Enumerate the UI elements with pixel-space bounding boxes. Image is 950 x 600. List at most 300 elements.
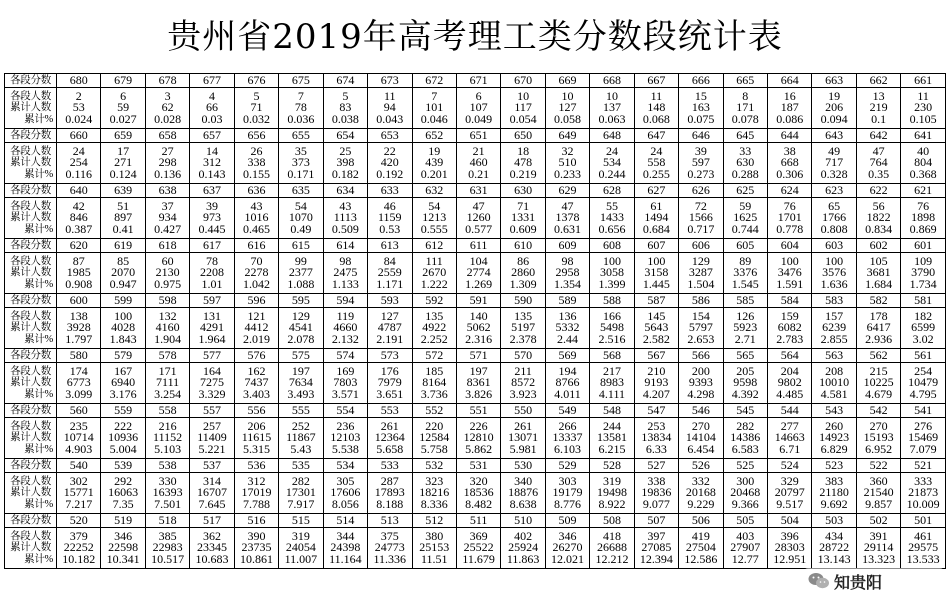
stat-cell bbox=[279, 198, 323, 239]
count-value: 2 bbox=[75, 89, 82, 104]
stat-cell bbox=[190, 363, 234, 404]
score-cell: 659 bbox=[101, 129, 145, 143]
score-cell: 627 bbox=[634, 184, 678, 198]
stat-cell bbox=[679, 308, 723, 349]
cumulative-value: 3376 bbox=[733, 265, 758, 280]
score-cell: 599 bbox=[101, 294, 145, 308]
count-value: 282 bbox=[736, 419, 755, 434]
cumulative-value: 16707 bbox=[197, 485, 228, 500]
cumulative-value: 1822 bbox=[866, 210, 891, 225]
score-cell: 525 bbox=[723, 459, 767, 473]
percent-value: 2.516 bbox=[598, 331, 626, 346]
cumulative-value: 24398 bbox=[330, 540, 361, 555]
percent-value: 11.51 bbox=[420, 551, 448, 566]
cumulative-value: 5797 bbox=[688, 320, 713, 335]
score-distribution-table bbox=[4, 73, 946, 569]
percent-value: 1.445 bbox=[642, 276, 670, 291]
score-cell: 591 bbox=[456, 294, 500, 308]
score-cell: 646 bbox=[679, 129, 723, 143]
stat-cell bbox=[412, 418, 456, 459]
stat-cell bbox=[234, 143, 278, 184]
count-value: 100 bbox=[780, 254, 799, 269]
stat-cell bbox=[145, 473, 189, 514]
percent-label: 累计% bbox=[24, 223, 53, 235]
count-value: 277 bbox=[780, 419, 799, 434]
count-value: 390 bbox=[247, 529, 266, 544]
cumulative-value: 13834 bbox=[641, 430, 672, 445]
count-value: 305 bbox=[336, 474, 355, 489]
cumulative-value: 3287 bbox=[688, 265, 713, 280]
cumulative-value: 10936 bbox=[108, 430, 139, 445]
count-value: 159 bbox=[780, 309, 799, 324]
percent-label: 累计% bbox=[24, 553, 53, 565]
cumulative-value: 24054 bbox=[285, 540, 316, 555]
cumulative-value: 934 bbox=[158, 210, 177, 225]
cumulative-value: 1331 bbox=[511, 210, 536, 225]
score-cell: 618 bbox=[145, 239, 189, 253]
stat-cell bbox=[190, 88, 234, 129]
percent-value: 3.651 bbox=[376, 386, 404, 401]
score-cell: 605 bbox=[723, 239, 767, 253]
stat-cell bbox=[590, 363, 634, 404]
score-cell: 609 bbox=[545, 239, 589, 253]
score-cell: 531 bbox=[456, 459, 500, 473]
score-cell: 587 bbox=[634, 294, 678, 308]
count-value: 19 bbox=[428, 144, 441, 159]
count-value: 244 bbox=[602, 419, 621, 434]
count-value: 17 bbox=[117, 144, 130, 159]
percent-value: 0.306 bbox=[776, 166, 804, 181]
score-cell: 506 bbox=[679, 514, 723, 528]
percent-value: 6.33 bbox=[645, 441, 667, 456]
cumulative-value: 717 bbox=[825, 155, 844, 170]
score-cell: 582 bbox=[856, 294, 900, 308]
percent-value: 0.1 bbox=[871, 111, 887, 126]
count-value: 419 bbox=[691, 529, 710, 544]
score-cell: 611 bbox=[456, 239, 500, 253]
cumulative-value: 8983 bbox=[599, 375, 624, 390]
cumulative-value: 6239 bbox=[822, 320, 847, 335]
percent-value: 1.133 bbox=[331, 276, 359, 291]
score-cell: 584 bbox=[768, 294, 812, 308]
count-value: 396 bbox=[780, 529, 799, 544]
page-title: 贵州省2019年高考理工类分数段统计表 bbox=[167, 17, 783, 57]
score-cell: 515 bbox=[279, 514, 323, 528]
percent-value: 0.834 bbox=[865, 221, 893, 236]
score-cell: 564 bbox=[768, 349, 812, 363]
cumulative-value: 10010 bbox=[819, 375, 850, 390]
stat-cell bbox=[679, 528, 723, 569]
cumulative-value: 26270 bbox=[552, 540, 583, 555]
score-row bbox=[5, 294, 946, 308]
percent-value: 3.826 bbox=[465, 386, 493, 401]
percent-value: 4.581 bbox=[820, 386, 848, 401]
percent-value: 8.056 bbox=[331, 496, 359, 511]
score-cell: 538 bbox=[145, 459, 189, 473]
cumulative-value: 27085 bbox=[641, 540, 672, 555]
cumulative-value: 19836 bbox=[641, 485, 672, 500]
stat-cell bbox=[501, 363, 545, 404]
score-cell: 526 bbox=[679, 459, 723, 473]
cumulative-value: 29575 bbox=[908, 540, 939, 555]
count-label: 各段人数 bbox=[10, 421, 51, 433]
stat-cell bbox=[145, 418, 189, 459]
row-labels bbox=[5, 88, 57, 129]
wechat-logo-icon bbox=[808, 572, 830, 590]
cumulative-value: 15771 bbox=[63, 485, 94, 500]
stat-cell bbox=[234, 363, 278, 404]
score-label: 各段分数 bbox=[5, 129, 57, 143]
stat-cell bbox=[856, 198, 900, 239]
data-row bbox=[5, 528, 946, 569]
cumulative-value: 7979 bbox=[377, 375, 402, 390]
count-label: 各段人数 bbox=[10, 146, 51, 158]
percent-value: 0.49 bbox=[290, 221, 312, 236]
score-cell: 679 bbox=[101, 74, 145, 88]
cumulative-value: 4541 bbox=[288, 320, 313, 335]
score-label: 各段分数 bbox=[5, 74, 57, 88]
cumulative-value: 137 bbox=[602, 100, 621, 115]
cumulative-value: 78 bbox=[294, 100, 307, 115]
stat-cell bbox=[634, 418, 678, 459]
cumulative-value: 187 bbox=[780, 100, 799, 115]
score-cell: 503 bbox=[812, 514, 856, 528]
cumulative-value: 4922 bbox=[422, 320, 447, 335]
count-value: 312 bbox=[247, 474, 266, 489]
cumulative-label: 累计人数 bbox=[10, 212, 51, 224]
count-value: 98 bbox=[339, 254, 352, 269]
cumulative-value: 71 bbox=[250, 100, 263, 115]
count-value: 329 bbox=[780, 474, 799, 489]
count-value: 18 bbox=[517, 144, 530, 159]
count-value: 254 bbox=[914, 364, 933, 379]
cumulative-value: 14104 bbox=[685, 430, 716, 445]
score-cell: 668 bbox=[590, 74, 634, 88]
count-value: 320 bbox=[469, 474, 488, 489]
percent-value: 3.571 bbox=[331, 386, 359, 401]
score-cell: 510 bbox=[501, 514, 545, 528]
percent-value: 11.336 bbox=[373, 551, 407, 566]
score-cell: 598 bbox=[145, 294, 189, 308]
stat-cell bbox=[812, 143, 856, 184]
stat-cell bbox=[456, 473, 500, 514]
percent-value: 0.032 bbox=[242, 111, 270, 126]
stat-cell bbox=[456, 253, 500, 294]
cumulative-value: 254 bbox=[69, 155, 88, 170]
count-value: 205 bbox=[736, 364, 755, 379]
stat-cell bbox=[768, 363, 812, 404]
score-row bbox=[5, 74, 946, 88]
count-value: 344 bbox=[336, 529, 355, 544]
count-value: 164 bbox=[203, 364, 222, 379]
score-cell: 573 bbox=[368, 349, 412, 363]
score-cell: 597 bbox=[190, 294, 234, 308]
count-value: 236 bbox=[336, 419, 355, 434]
percent-value: 3.736 bbox=[420, 386, 448, 401]
stat-cell bbox=[57, 418, 101, 459]
percent-value: 4.111 bbox=[598, 386, 626, 401]
cumulative-value: 2208 bbox=[200, 265, 225, 280]
cumulative-value: 9802 bbox=[777, 375, 802, 390]
score-cell: 594 bbox=[323, 294, 367, 308]
count-value: 86 bbox=[517, 254, 530, 269]
count-value: 346 bbox=[558, 529, 577, 544]
count-value: 109 bbox=[914, 254, 933, 269]
stat-cell bbox=[723, 198, 767, 239]
cumulative-value: 230 bbox=[914, 100, 933, 115]
percent-value: 12.951 bbox=[773, 551, 807, 566]
score-cell: 651 bbox=[456, 129, 500, 143]
percent-value: 0.908 bbox=[65, 276, 93, 291]
cumulative-value: 18876 bbox=[508, 485, 539, 500]
stat-cell bbox=[412, 528, 456, 569]
percent-value: 4.795 bbox=[909, 386, 937, 401]
stat-cell bbox=[634, 143, 678, 184]
cumulative-value: 15193 bbox=[863, 430, 894, 445]
stat-cell bbox=[323, 253, 367, 294]
percent-value: 0.41 bbox=[112, 221, 134, 236]
score-cell: 523 bbox=[812, 459, 856, 473]
stat-cell bbox=[145, 528, 189, 569]
stat-cell bbox=[501, 528, 545, 569]
percent-value: 0.155 bbox=[242, 166, 270, 181]
data-row bbox=[5, 363, 946, 404]
score-cell: 660 bbox=[57, 129, 101, 143]
percent-value: 1.591 bbox=[776, 276, 804, 291]
count-value: 39 bbox=[206, 199, 219, 214]
score-label: 各段分数 bbox=[5, 459, 57, 473]
score-cell: 630 bbox=[501, 184, 545, 198]
stat-cell bbox=[545, 253, 589, 294]
count-value: 226 bbox=[469, 419, 488, 434]
stat-cell bbox=[323, 308, 367, 349]
percent-value: 6.952 bbox=[865, 441, 893, 456]
stat-cell bbox=[412, 253, 456, 294]
score-cell: 593 bbox=[368, 294, 412, 308]
score-cell: 654 bbox=[323, 129, 367, 143]
count-value: 49 bbox=[828, 144, 841, 159]
count-value: 111 bbox=[425, 254, 443, 269]
cumulative-value: 2278 bbox=[244, 265, 269, 280]
cumulative-value: 3681 bbox=[866, 265, 891, 280]
count-value: 61 bbox=[650, 199, 663, 214]
count-value: 300 bbox=[736, 474, 755, 489]
cumulative-value: 16063 bbox=[108, 485, 139, 500]
data-row bbox=[5, 143, 946, 184]
count-value: 127 bbox=[380, 309, 399, 324]
score-cell: 643 bbox=[812, 129, 856, 143]
count-value: 129 bbox=[691, 254, 710, 269]
count-value: 24 bbox=[605, 144, 618, 159]
stat-cell bbox=[634, 253, 678, 294]
cumulative-value: 668 bbox=[780, 155, 799, 170]
score-cell: 574 bbox=[323, 349, 367, 363]
count-value: 22 bbox=[383, 144, 396, 159]
stat-cell bbox=[190, 143, 234, 184]
score-cell: 616 bbox=[234, 239, 278, 253]
cumulative-value: 2130 bbox=[155, 265, 180, 280]
score-row bbox=[5, 184, 946, 198]
stat-cell bbox=[768, 308, 812, 349]
score-cell: 505 bbox=[723, 514, 767, 528]
percent-value: 5.004 bbox=[109, 441, 137, 456]
data-row bbox=[5, 198, 946, 239]
percent-value: 7.645 bbox=[198, 496, 226, 511]
score-cell: 529 bbox=[545, 459, 589, 473]
percent-value: 7.217 bbox=[65, 496, 93, 511]
count-value: 56 bbox=[872, 199, 885, 214]
stat-cell bbox=[723, 308, 767, 349]
score-label: 各段分数 bbox=[5, 514, 57, 528]
score-cell: 602 bbox=[856, 239, 900, 253]
score-row bbox=[5, 349, 946, 363]
stat-cell bbox=[634, 363, 678, 404]
stat-cell bbox=[190, 473, 234, 514]
score-cell: 663 bbox=[812, 74, 856, 88]
percent-value: 0.038 bbox=[331, 111, 359, 126]
cumulative-value: 1016 bbox=[244, 210, 269, 225]
score-cell: 501 bbox=[901, 514, 946, 528]
cumulative-value: 4291 bbox=[200, 320, 225, 335]
stat-cell bbox=[812, 473, 856, 514]
percent-value: 0.717 bbox=[687, 221, 715, 236]
stat-cell bbox=[812, 308, 856, 349]
count-value: 292 bbox=[114, 474, 133, 489]
count-value: 54 bbox=[428, 199, 441, 214]
score-cell: 541 bbox=[901, 404, 946, 418]
count-value: 235 bbox=[69, 419, 88, 434]
score-cell: 653 bbox=[368, 129, 412, 143]
stat-cell bbox=[412, 198, 456, 239]
cumulative-value: 29114 bbox=[863, 540, 894, 555]
cumulative-value: 7111 bbox=[156, 375, 180, 390]
cumulative-label: 累计人数 bbox=[10, 377, 51, 389]
score-cell: 629 bbox=[545, 184, 589, 198]
percent-value: 1.269 bbox=[465, 276, 493, 291]
score-cell: 636 bbox=[234, 184, 278, 198]
score-cell: 671 bbox=[456, 74, 500, 88]
count-value: 19 bbox=[828, 89, 841, 104]
cumulative-value: 148 bbox=[647, 100, 666, 115]
count-value: 220 bbox=[425, 419, 444, 434]
score-cell: 664 bbox=[768, 74, 812, 88]
stat-cell bbox=[679, 363, 723, 404]
count-value: 380 bbox=[425, 529, 444, 544]
percent-value: 0.684 bbox=[642, 221, 670, 236]
count-value: 43 bbox=[250, 199, 263, 214]
count-value: 32 bbox=[561, 144, 574, 159]
cumulative-value: 2475 bbox=[333, 265, 358, 280]
percent-value: 0.509 bbox=[331, 221, 359, 236]
cumulative-value: 6082 bbox=[777, 320, 802, 335]
percent-value: 0.368 bbox=[909, 166, 937, 181]
score-cell: 546 bbox=[679, 404, 723, 418]
score-cell: 622 bbox=[856, 184, 900, 198]
score-cell: 502 bbox=[856, 514, 900, 528]
count-value: 121 bbox=[247, 309, 266, 324]
cumulative-value: 1566 bbox=[688, 210, 713, 225]
score-cell: 552 bbox=[412, 404, 456, 418]
score-cell: 559 bbox=[101, 404, 145, 418]
cumulative-value: 66 bbox=[206, 100, 219, 115]
stat-cell bbox=[190, 528, 234, 569]
count-value: 154 bbox=[691, 309, 710, 324]
count-value: 270 bbox=[869, 419, 888, 434]
cumulative-value: 3928 bbox=[66, 320, 91, 335]
cumulative-label: 累计人数 bbox=[10, 267, 51, 279]
count-value: 47 bbox=[561, 199, 574, 214]
percent-value: 4.903 bbox=[65, 441, 93, 456]
stat-cell bbox=[545, 143, 589, 184]
count-value: 100 bbox=[825, 254, 844, 269]
cumulative-value: 1213 bbox=[422, 210, 447, 225]
score-row bbox=[5, 239, 946, 253]
count-value: 8 bbox=[742, 89, 749, 104]
cumulative-value: 6599 bbox=[911, 320, 936, 335]
stat-cell bbox=[812, 363, 856, 404]
percent-value: 5.658 bbox=[376, 441, 404, 456]
count-value: 84 bbox=[383, 254, 396, 269]
stat-cell bbox=[901, 88, 946, 129]
stat-cell bbox=[368, 253, 412, 294]
cumulative-value: 21540 bbox=[863, 485, 894, 500]
percent-value: 0.078 bbox=[731, 111, 759, 126]
count-value: 319 bbox=[291, 529, 310, 544]
stat-cell bbox=[856, 253, 900, 294]
count-value: 6 bbox=[475, 89, 482, 104]
percent-value: 6.829 bbox=[820, 441, 848, 456]
cumulative-value: 25924 bbox=[508, 540, 539, 555]
cumulative-value: 6940 bbox=[111, 375, 136, 390]
percent-value: 6.215 bbox=[598, 441, 626, 456]
cumulative-value: 127 bbox=[558, 100, 577, 115]
percent-value: 11.863 bbox=[506, 551, 540, 566]
percent-value: 8.776 bbox=[554, 496, 582, 511]
count-value: 319 bbox=[602, 474, 621, 489]
score-cell: 547 bbox=[634, 404, 678, 418]
score-cell: 610 bbox=[501, 239, 545, 253]
cumulative-value: 22983 bbox=[152, 540, 183, 555]
score-cell: 513 bbox=[368, 514, 412, 528]
cumulative-value: 338 bbox=[247, 155, 266, 170]
score-cell: 662 bbox=[856, 74, 900, 88]
cumulative-value: 534 bbox=[602, 155, 621, 170]
cumulative-value: 973 bbox=[203, 210, 222, 225]
watermark-text: 知贵阳 bbox=[834, 572, 883, 592]
stat-cell bbox=[634, 473, 678, 514]
percent-value: 8.336 bbox=[420, 496, 448, 511]
cumulative-value: 4028 bbox=[111, 320, 136, 335]
count-value: 21 bbox=[472, 144, 485, 159]
score-cell: 595 bbox=[279, 294, 323, 308]
score-cell: 650 bbox=[501, 129, 545, 143]
score-cell: 549 bbox=[545, 404, 589, 418]
count-value: 302 bbox=[69, 474, 88, 489]
stat-cell bbox=[679, 473, 723, 514]
count-value: 210 bbox=[647, 364, 666, 379]
score-cell: 577 bbox=[190, 349, 234, 363]
stat-cell bbox=[57, 88, 101, 129]
count-value: 261 bbox=[514, 419, 533, 434]
cumulative-value: 3476 bbox=[777, 265, 802, 280]
count-label: 各段人数 bbox=[10, 476, 51, 488]
cumulative-label: 累计人数 bbox=[10, 157, 51, 169]
percent-value: 0.143 bbox=[198, 166, 226, 181]
score-cell: 678 bbox=[145, 74, 189, 88]
score-cell: 661 bbox=[901, 74, 946, 88]
score-cell: 625 bbox=[723, 184, 767, 198]
count-value: 10 bbox=[517, 89, 530, 104]
